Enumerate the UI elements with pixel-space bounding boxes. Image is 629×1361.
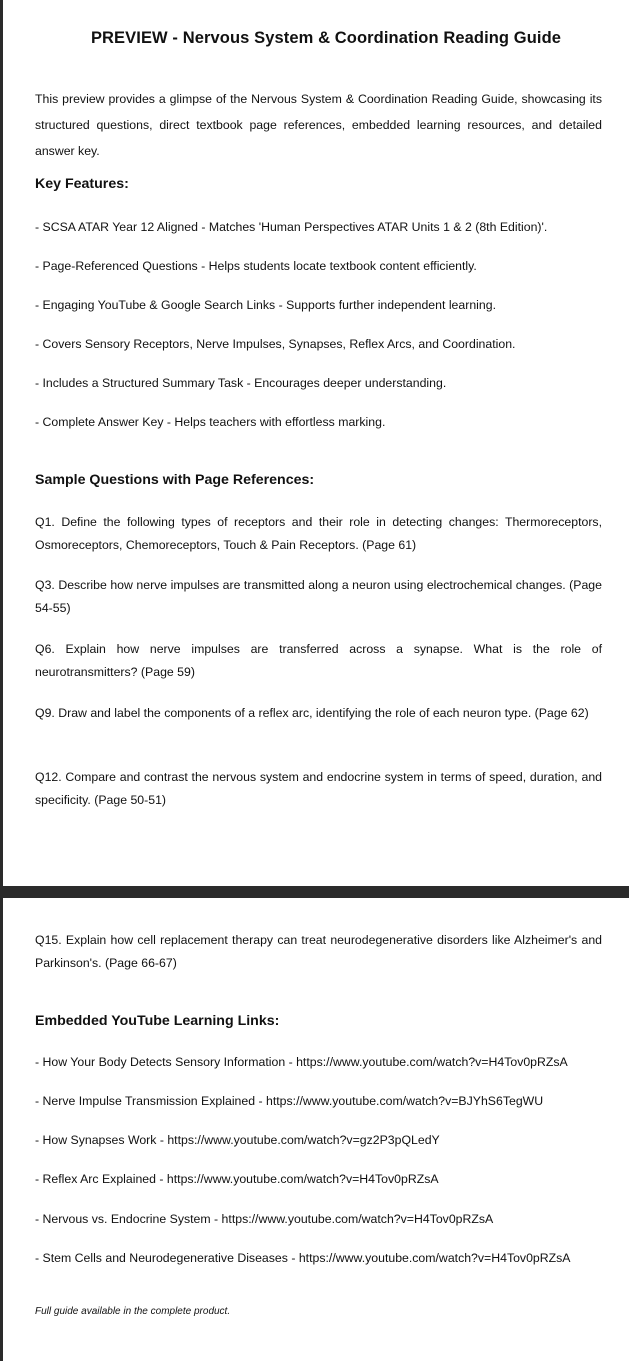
page-separator <box>0 886 629 898</box>
feature-item: - Complete Answer Key - Helps teachers with effortless marking. <box>35 415 386 429</box>
feature-item: - Covers Sensory Receptors, Nerve Impulses, Synapses, Reflex Arcs, and Coordination. <box>35 337 516 351</box>
question-item: Q1. Define the following types of receptors and their role in detecting changes: Thermoreceptors, Osmoreceptors, Chemoreceptors, Touch & Pain Receptors. (Page 61) <box>35 515 602 552</box>
question-item: Q6. Explain how nerve impulses are transferred across a synapse. What is the role of neurotransmitters? (Page 59) <box>35 642 602 679</box>
feature-item: - SCSA ATAR Year 12 Aligned - Matches 'Human Perspectives ATAR Units 1 & 2 (8th Edition)'. <box>35 220 548 234</box>
footer-note: Full guide available in the complete product. <box>35 1306 231 1317</box>
youtube-link-item: - Reflex Arc Explained - https://www.youtube.com/watch?v=H4Tov0pRZsA <box>35 1172 439 1186</box>
youtube-link-item: - Stem Cells and Neurodegenerative Diseases - https://www.youtube.com/watch?v=H4Tov0pRZsA <box>35 1251 571 1265</box>
youtube-link-item: - Nervous vs. Endocrine System - https://www.youtube.com/watch?v=H4Tov0pRZsA <box>35 1212 494 1226</box>
question-item: Q9. Draw and label the components of a reflex arc, identifying the role of each neuron type. (Page 62) <box>35 706 589 720</box>
question-item: Q3. Describe how nerve impulses are transmitted along a neuron using electrochemical changes. (Page 54-55) <box>35 578 602 615</box>
youtube-links-heading: Embedded YouTube Learning Links: <box>35 1013 280 1029</box>
youtube-link-item: - How Synapses Work - https://www.youtube.com/watch?v=gz2P3pQLedY <box>35 1133 440 1147</box>
key-features-heading: Key Features: <box>35 176 129 192</box>
feature-item: - Engaging YouTube & Google Search Links - Supports further independent learning. <box>35 298 496 312</box>
question-item: Q12. Compare and contrast the nervous system and endocrine system in terms of speed, duration, and specificity. (Page 50-51) <box>35 770 602 807</box>
document-page-1 <box>3 0 629 886</box>
sample-questions-heading: Sample Questions with Page References: <box>35 472 315 488</box>
feature-item: - Includes a Structured Summary Task - Encourages deeper understanding. <box>35 376 447 390</box>
document-page-2 <box>3 898 629 1361</box>
intro-paragraph: This preview provides a glimpse of the Nervous System & Coordination Reading Guide, showcasing its structured questions, direct textbook page references, embedded learning resources, and detailed answer key. <box>35 92 602 158</box>
question-item: Q15. Explain how cell replacement therapy can treat neurodegenerative disorders like Alzheimer's and Parkinson's. (Page 66-67) <box>35 933 602 970</box>
youtube-link-item: - How Your Body Detects Sensory Information - https://www.youtube.com/watch?v=H4Tov0pRZsA <box>35 1055 568 1069</box>
youtube-link-item: - Nerve Impulse Transmission Explained - https://www.youtube.com/watch?v=BJYhS6TegWU <box>35 1094 544 1108</box>
page-title: PREVIEW - Nervous System & Coordination Reading Guide <box>90 29 562 47</box>
feature-item: - Page-Referenced Questions - Helps students locate textbook content efficiently. <box>35 259 477 273</box>
